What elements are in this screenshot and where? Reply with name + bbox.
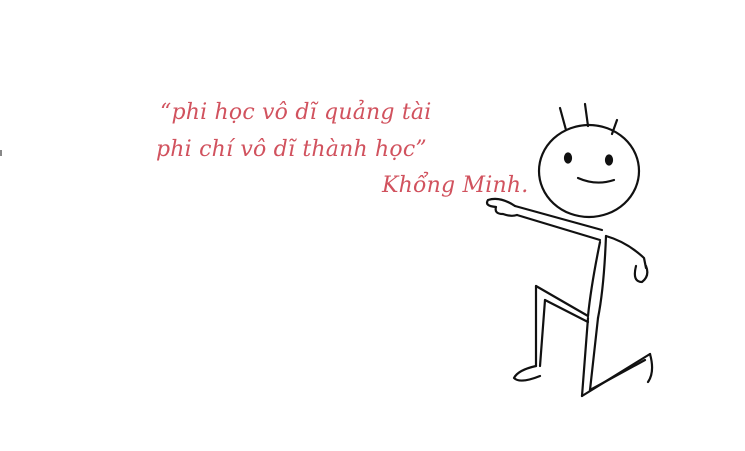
head xyxy=(539,125,639,217)
right-leg-shin-inner xyxy=(590,360,645,390)
right-leg-upper xyxy=(582,318,588,396)
hair-strand-left xyxy=(560,108,566,130)
left-foot xyxy=(514,366,540,381)
quote-line-1: “phi học vô dĩ quảng tài xyxy=(160,100,432,125)
left-eye xyxy=(565,154,571,163)
smile xyxy=(578,178,614,183)
right-eye xyxy=(606,156,612,165)
left-leg-shin-back xyxy=(540,300,545,366)
other-arm xyxy=(606,236,646,268)
torso-left xyxy=(588,242,600,316)
stick-figure-illustration xyxy=(470,95,670,415)
right-leg-lower xyxy=(590,318,598,390)
quote-author: Khổng Minh. xyxy=(382,173,529,198)
pointing-hand xyxy=(487,199,517,216)
quote-line-2: phi chí vô dĩ thành học” xyxy=(156,137,427,162)
right-foot xyxy=(648,354,652,382)
hair-strand-middle xyxy=(585,104,588,126)
